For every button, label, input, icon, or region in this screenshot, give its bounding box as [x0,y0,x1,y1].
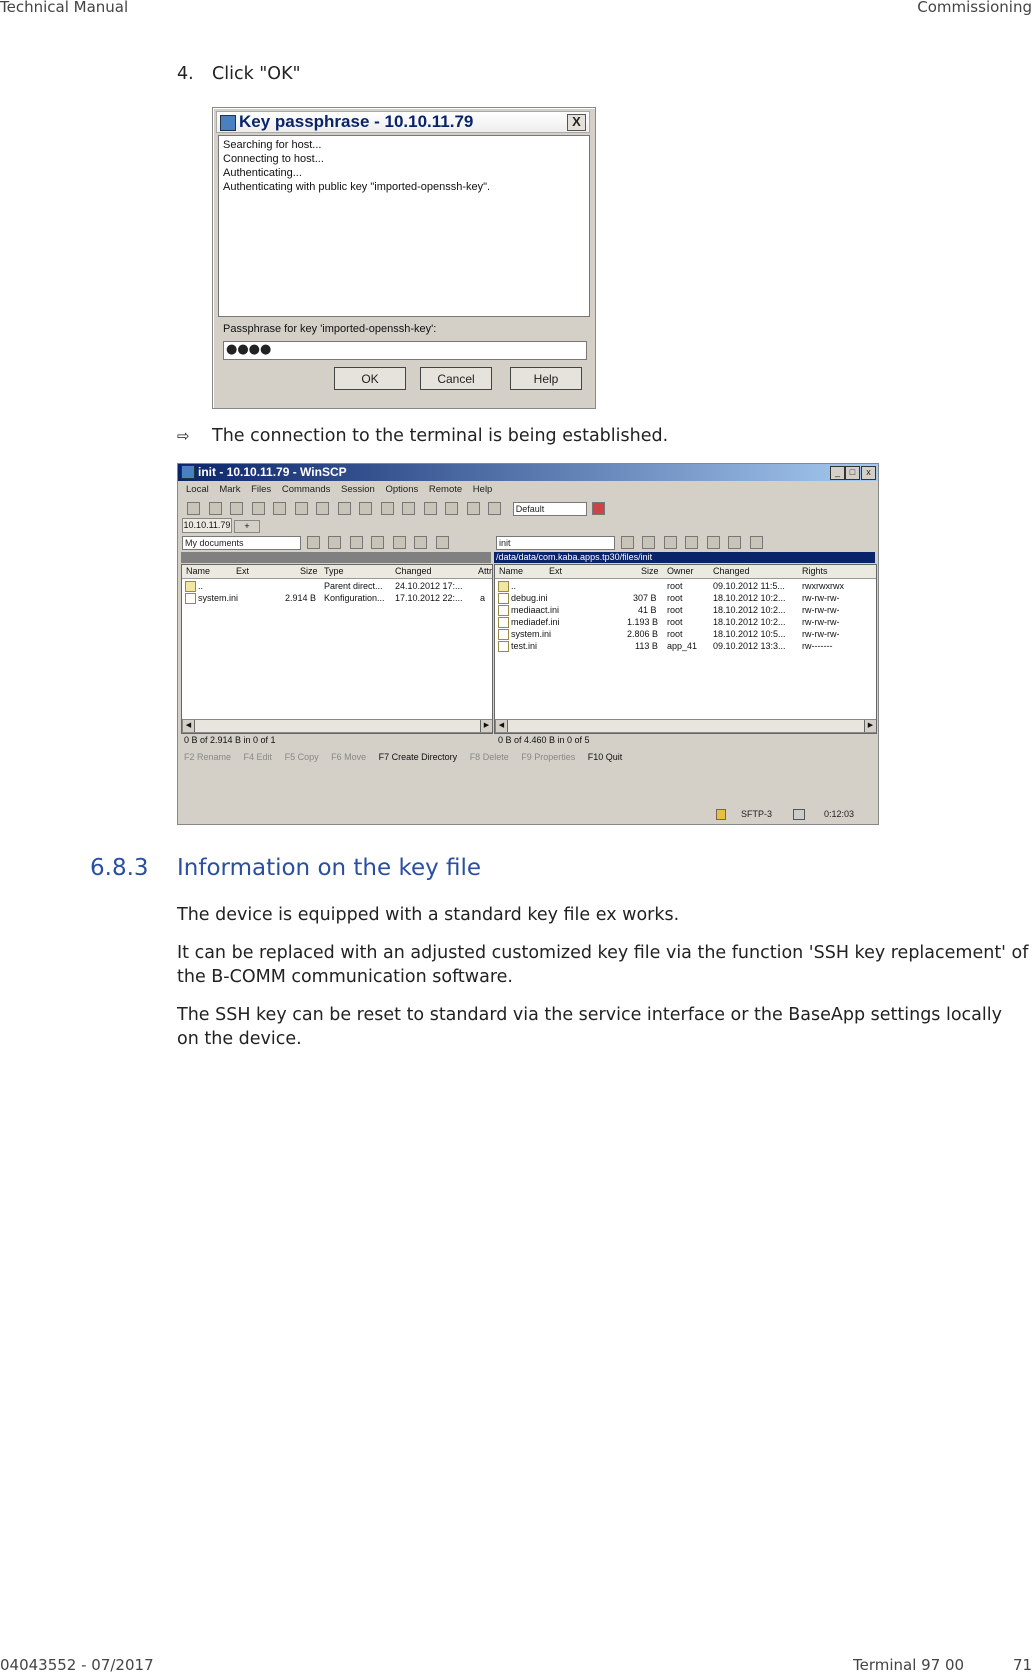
key-passphrase-dialog [212,107,596,409]
remote-column-header [495,565,876,579]
parent-folder-icon [498,581,509,592]
result-text: The connection to the terminal is being established. [212,426,669,446]
header-right: Commissioning [917,0,1032,16]
remote-location-select[interactable]: init [496,536,615,550]
refresh-icon[interactable] [436,536,449,549]
file-rights: rw-rw-rw- [802,593,840,603]
footer-product: Terminal 97 00 [853,1656,965,1674]
dialog-titlebar [216,111,590,133]
parent-dir-icon[interactable] [371,536,384,549]
home-icon[interactable] [414,536,427,549]
queue-icon[interactable] [209,502,222,515]
file-size: 1.193 B [627,617,659,627]
col-ext[interactable]: Ext [549,566,563,576]
preferences-icon[interactable] [187,502,200,515]
home-icon[interactable] [728,536,741,549]
menu-commands[interactable]: Commands [281,484,331,495]
console-icon[interactable] [295,502,308,515]
parent-dir-icon[interactable] [685,536,698,549]
delete-command[interactable]: F8 Delete [469,752,509,762]
sync-icon[interactable] [230,502,243,515]
compare-icon[interactable] [252,502,265,515]
file-name: debug.ini [511,593,548,603]
refresh-icon[interactable] [273,502,286,515]
file-owner: root [667,605,683,615]
paragraph: It can be replaced with an adjusted customized key file via the function 'SSH key replacement' of the B-COMM communication software. [177,943,1029,987]
find-icon[interactable] [359,502,372,515]
create-directory-command[interactable]: F7 Create Directory [378,752,458,762]
file-size: 2.914 B [285,593,317,603]
winscp-window [177,463,879,825]
lock-icon [716,809,726,820]
section-number: 6.8.3 [90,855,149,881]
help-button[interactable]: Help [510,367,582,390]
main-toolbar [184,500,874,516]
file-size: 307 B [633,593,657,603]
transfer-profile-select[interactable]: Default [513,502,587,516]
table-row[interactable] [182,592,492,604]
forward-icon[interactable] [350,536,363,549]
local-path-bar [181,552,491,563]
remote-hscrollbar[interactable] [495,719,876,733]
col-type[interactable]: Type [324,566,344,576]
local-column-header [182,565,492,579]
log-line: Authenticating with public key "imported-openssh-key". [223,181,491,193]
col-name[interactable]: Name [499,566,524,576]
copy-command[interactable]: F5 Copy [284,752,319,762]
local-toolbar [182,534,482,550]
file-rights: rw-rw-rw- [802,617,840,627]
step-number: 4. [177,64,194,84]
section-title: Information on the key file [177,855,482,881]
footer-doc-number: 04043552 - 07/2017 [0,1656,154,1674]
file-changed: 18.10.2012 10:2... [713,605,786,615]
file-attr: a [480,593,486,603]
options-icon[interactable] [488,502,501,515]
local-location-select[interactable]: My documents [182,536,301,550]
file-changed: 09.10.2012 11:5... [713,581,785,591]
remote-toolbar [496,534,876,550]
menu-files[interactable]: Files [251,484,272,495]
col-size[interactable]: Size [641,566,659,576]
session-time: 0:12:03 [824,809,855,819]
table-row[interactable] [495,580,876,592]
remote-file-panel[interactable] [494,564,877,734]
file-name: system.ini [198,593,239,603]
scroll-left-icon[interactable]: ◀ [183,720,195,732]
col-owner[interactable]: Owner [667,566,694,576]
footer-page-number: 71 [1013,1656,1032,1674]
menu-options[interactable]: Options [385,484,419,495]
file-owner: root [667,617,683,627]
col-size[interactable]: Size [300,566,318,576]
menu-mark[interactable]: Mark [219,484,241,495]
file-name: mediaact.ini [511,605,560,615]
computer-icon [793,809,805,820]
file-rights: rw------- [802,641,833,651]
col-name[interactable]: Name [186,566,211,576]
file-changed: 17.10.2012 22:... [395,593,463,603]
file-changed: 18.10.2012 10:5... [713,629,786,639]
passphrase-input[interactable]: ●●●● [223,341,587,360]
connection-log [218,135,590,317]
file-changed: 18.10.2012 10:2... [713,593,786,603]
table-row[interactable] [182,580,492,592]
file-icon [498,629,509,640]
log-line: Connecting to host... [223,153,324,165]
file-type: Konfiguration... [324,593,385,603]
filter-icon[interactable] [424,502,437,515]
file-name: .. [511,581,517,591]
log-line: Searching for host... [223,139,322,151]
table-row[interactable] [495,640,876,652]
file-name: mediadef.ini [511,617,560,627]
cancel-button[interactable]: Cancel [420,367,492,390]
winscp-titlebar [178,464,878,481]
passphrase-label: Passphrase for key 'imported-openssh-key': [223,323,437,335]
quit-command[interactable]: F10 Quit [587,752,623,762]
file-owner: app_41 [667,641,698,651]
file-rights: rwxrwxrwx [802,581,844,591]
rename-command[interactable]: F2 Rename [184,752,232,762]
paragraph: The SSH key can be reset to standard via the service interface or the BaseApp settings locally on the device. [177,1005,1002,1049]
command-bar [184,750,874,764]
col-ext[interactable]: Ext [236,566,250,576]
file-name: .. [198,581,204,591]
col-changed[interactable]: Changed [713,566,750,576]
back-icon[interactable] [642,536,655,549]
file-icon [498,617,509,628]
file-rights: rw-rw-rw- [802,629,840,639]
file-changed: 09.10.2012 13:3... [713,641,786,651]
log-line: Authenticating... [223,167,302,179]
file-icon [498,593,509,604]
maximize-icon[interactable]: □ [845,466,860,480]
edit-command[interactable]: F4 Edit [243,752,273,762]
status-bar [178,807,878,823]
table-row[interactable] [495,628,876,640]
file-changed: 18.10.2012 10:2... [713,617,786,627]
select-icon[interactable] [381,502,394,515]
table-row[interactable] [495,604,876,616]
unselect-icon[interactable] [402,502,415,515]
file-icon [498,605,509,616]
tab-session[interactable]: 10.10.11.79 [182,518,232,533]
file-size: 113 B [635,641,658,651]
root-dir-icon[interactable] [393,536,406,549]
file-changed: 24.10.2012 17:... [395,581,463,591]
file-size: 41 B [638,605,657,615]
step-text: Click "OK" [212,64,301,84]
move-command[interactable]: F6 Move [331,752,367,762]
dialog-title: Key passphrase - 10.10.11.79 [239,112,474,131]
col-attr[interactable]: Attr [478,566,493,576]
invert-icon[interactable] [445,502,458,515]
header-left: Technical Manual [0,0,129,16]
table-row[interactable] [495,616,876,628]
winscp-icon [181,465,195,479]
col-rights[interactable]: Rights [802,566,828,576]
properties-command[interactable]: F9 Properties [521,752,576,762]
paragraph: The device is equipped with a standard key file ex works. [177,905,680,925]
winscp-title: init - 10.10.11.79 - WinSCP [198,465,347,479]
file-owner: root [667,581,683,591]
clear-icon[interactable] [467,502,480,515]
refresh-icon[interactable] [750,536,763,549]
file-owner: root [667,629,683,639]
scroll-left-icon[interactable]: ◀ [496,720,508,732]
file-rights: rw-rw-rw- [802,605,840,615]
result-arrow-icon: ⇨ [177,427,190,445]
ok-button[interactable]: OK [334,367,406,390]
app-icon [220,115,236,131]
open-folder-icon[interactable] [621,536,634,549]
menu-session[interactable]: Session [341,484,375,495]
menu-remote[interactable]: Remote [428,484,463,495]
menu-bar [178,482,878,498]
protocol-label: SFTP-3 [741,809,773,819]
remote-status: 0 B of 4.460 B in 0 of 5 [498,735,590,745]
file-size: 2.806 B [627,629,659,639]
close-button[interactable]: X [567,114,586,131]
close-icon[interactable]: x [861,466,876,480]
putty-icon[interactable] [316,502,329,515]
parent-folder-icon [185,581,196,592]
disconnect-icon[interactable] [592,502,605,515]
scroll-right-icon[interactable]: ▶ [480,720,493,732]
scroll-right-icon[interactable]: ▶ [864,720,877,732]
file-owner: root [667,593,683,603]
col-changed[interactable]: Changed [395,566,432,576]
new-session-tab[interactable]: + [234,520,260,533]
menu-help[interactable]: Help [472,484,493,495]
back-icon[interactable] [328,536,341,549]
root-dir-icon[interactable] [707,536,720,549]
file-name: test.ini [511,641,538,651]
open-folder-icon[interactable] [307,536,320,549]
transfer-icon[interactable] [338,502,351,515]
file-icon [498,641,509,652]
file-icon [185,593,196,604]
menu-local[interactable]: Local [186,484,209,495]
local-file-panel[interactable] [181,564,493,734]
forward-icon[interactable] [664,536,677,549]
local-hscrollbar[interactable] [182,719,492,733]
file-type: Parent direct... [324,581,383,591]
table-row[interactable] [495,592,876,604]
remote-path-bar: /data/data/com.kaba.apps.tp30/files/init [494,552,875,563]
minimize-icon[interactable]: _ [830,466,845,480]
local-status: 0 B of 2.914 B in 0 of 1 [184,735,276,745]
file-name: system.ini [511,629,552,639]
